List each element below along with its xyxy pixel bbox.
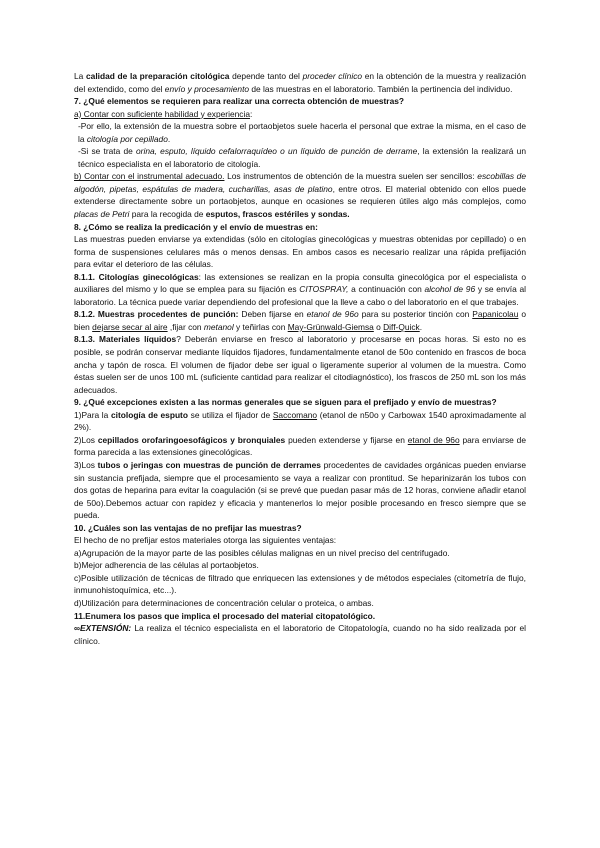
text-run: en la obtención de la muestra y realización del extendido, como del [74, 71, 526, 94]
question-10-heading: 10. ¿Cuáles son las ventajas de no prefijar las muestras? [74, 522, 302, 533]
section-8-1-2-paragraph [74, 308, 526, 333]
section-9-item-2 [74, 434, 526, 459]
section-10-item-b: b)Mejor adherencia de las células al portaobjetos. [74, 560, 259, 571]
text-run: : [249, 108, 253, 119]
document-page [74, 70, 526, 830]
text-run: procedentes de cavidades orgánicas pueden enviarse sin sustancia prefijada, siempre que el procesamiento se vaya a realizar con prontitud. Se heparinizarán los tubos con dos gotas de heparina para evitar la coagulación (si se prevé que puedan pasar más de 12 horas, conviene añadir etanol de 50o).Debemos actuar con rapidez y eficacia y mantenerlos lo mejor posible procesando en fresco siempre que se pueda. [74, 459, 526, 521]
section-10-item-a: a)Agrupación de la mayor parte de las posibles células malignas en un nivel preciso del centrifugado. [74, 547, 450, 558]
bold-term: tubos o jeringas con muestras de punción de derrames [97, 459, 321, 470]
underlined-term: Saccomano [272, 409, 318, 420]
italic-term: CITOSPRAY, [299, 284, 349, 295]
underlined-title: b) Contar con el instrumental adecuado. [74, 171, 225, 182]
text-run: 1)Para la [74, 409, 111, 420]
bold-term: 8.1.3. Materiales líquidos [74, 334, 177, 345]
italic-term: envío y procesamiento [164, 83, 250, 94]
section-10-item-c: c)Posible utilización de técnicas de filtrado que enriquecen las extensiones y de métodos especiales (citometría de flujo, inmunohistoquímica, etc...). [74, 572, 526, 596]
underlined-term: dejarse secar al aire [92, 321, 168, 332]
section-7a-line-2 [74, 145, 526, 170]
underlined-term: May-Grünwald-Giemsa [287, 321, 374, 332]
intro-paragraph [74, 70, 526, 95]
infinity-marker: ∞ [74, 623, 80, 634]
text-run: para su posterior tinción con [358, 309, 473, 320]
text-run: para la recogida de [129, 209, 206, 220]
bold-term: 8.1.2. Muestras procedentes de punción: [74, 309, 239, 320]
text-run: ,fijar con [167, 321, 204, 332]
underlined-term: etanol de 96o [407, 434, 460, 445]
text-run: . [419, 321, 423, 332]
text-run: Los instrumentos de obtención de la muestra suelen ser sencillos: [224, 171, 478, 182]
bold-term: 8.1.1. Citologías ginecológicas [74, 271, 199, 282]
text-run: -Si se trata de [78, 146, 137, 157]
question-11-heading: 11.Enumera los pasos que implica el procesado del material citopatológico. [74, 610, 376, 621]
italic-term: orina, esputo, líquido cefalorraquídeo o un líquido de punción de derrame [136, 146, 418, 157]
text-run: a continuación con [348, 284, 425, 295]
bold-term: esputos, frascos estériles y sondas. [205, 209, 350, 220]
text-run: depende tanto del [229, 71, 303, 81]
section-10-intro: El hecho de no prefijar estos materiales otorga las siguientes ventajas: [74, 535, 337, 546]
question-8-heading: 8. ¿Cómo se realiza la predicación y el envío de muestras en: [74, 221, 318, 232]
section-11-extension [74, 622, 526, 647]
question-9-heading: 9. ¿Qué excepciones existen a las normas generales que se siguen para el prefijado y envío de muestras? [74, 397, 497, 408]
underlined-term: Diff-Quick [383, 321, 420, 332]
underlined-title: a) Contar con suficiente habilidad y experiencia [74, 108, 250, 119]
section-7a-line-1 [74, 120, 526, 145]
text-run: -Por ello, la extensión de la muestra sobre el portaobjetos suele hacerla el personal que extrae la misma, en el caso de la [78, 121, 526, 144]
text-run: ? Deberán enviarse en fresco al laboratorio y procesarse en pocas horas. Si esto no es posible, se podrán conservar mediante líquidos fijadores, fundamentalmente etanol de 50o contenido en frascos de boca ancha y tapón de rosca. El volumen de fijador debe ser igual o ligeramente superior al volumen de la muestra. Como éstas suelen ser de unos 100 mL (suficiente cantidad para realizar el citodiagnóstico), los frascos de 250 mL son los más adecuados. [74, 334, 526, 395]
section-8-1-1-paragraph [74, 271, 526, 309]
section-10-item-d: d)Utilización para determinaciones de concentración celular o proteica, o ambas. [74, 597, 374, 608]
text-run: se utiliza el fijador de [187, 409, 273, 420]
text-run: , la extensión la realizará un técnico especialista en el laboratorio de citología. [78, 146, 526, 169]
underlined-term: Papanicolau [472, 309, 519, 320]
italic-term: proceder clínico [302, 71, 363, 81]
text-run: para enviarse de forma parecida a las extensiones ginecológicas. [74, 434, 526, 458]
italic-term: citología por cepillado [86, 133, 168, 144]
text-run: 3)Los [74, 459, 98, 470]
bold-term: calidad de la preparación citológica [86, 71, 230, 81]
text-run: Deben fijarse en [238, 309, 307, 320]
text-run: La [74, 71, 87, 81]
italic-term: etanol de 96o [306, 309, 359, 320]
text-run: 2)Los [74, 434, 98, 445]
text-run: : las extensiones se realizan en la propia consulta ginecológica por el especialista o auxiliares del mismo y lo que se emplea para su fijación es [74, 271, 526, 295]
text-run: o [373, 321, 384, 332]
section-9-item-1 [74, 409, 526, 434]
text-run: pueden extenderse y fijarse en [285, 434, 408, 445]
section-7b-paragraph [74, 170, 526, 220]
section-8-paragraph: Las muestras pueden enviarse ya extendidas (sólo en citologías ginecológicas y muestras obtenidas por cepillado) o en forma de suspensiones celulares más o menos densas. En ambos casos es necesario realizar una rápida prefijación para evitar el deterioro de las células. [74, 234, 526, 270]
bold-italic-title: EXTENSIÓN: [79, 623, 132, 634]
text-run: de las muestras en el laboratorio. También la pertinencia del individuo. [249, 83, 513, 94]
section-7a-title [74, 108, 526, 121]
italic-term: placas de Petri [74, 209, 130, 220]
text-run: y se envía al laboratorio. La técnica puede variar dependiendo del profesional que la lleve a cabo o del laboratorio en el que trabajes. [74, 284, 526, 307]
section-8-1-3-paragraph [74, 333, 526, 396]
text-run: y teñirlas con [233, 321, 288, 332]
question-7-heading: 7. ¿Qué elementos se requieren para realizar una correcta obtención de muestras? [74, 96, 404, 107]
bold-term: citología de esputo [110, 409, 188, 420]
text-run: La realiza el técnico especialista en el laboratorio de Citopatología, cuando no ha sido realizada por el clínico. [74, 623, 526, 646]
text-run: . [167, 133, 171, 144]
text-run: (etanol de n50o y Carbowax 1540 aproximadamente al 2%). [74, 409, 526, 433]
bold-term: cepillados orofaringoesofágicos y bronquiales [97, 434, 286, 445]
italic-term: escobillas de algodón, pipetas, espátulas de madera, cucharillas, asas de platino [74, 171, 526, 194]
italic-term: metanol [203, 321, 234, 332]
section-9-item-3 [74, 459, 526, 522]
italic-term: alcohol de 96 [424, 284, 476, 295]
text-run: , entre otros. El material obtenido con ellos puede extenderse directamente sobre un portaobjetos, aunque en ocasiones se requieren útiles algo más complejos, como [74, 183, 526, 207]
text-run: o bien [74, 309, 526, 332]
